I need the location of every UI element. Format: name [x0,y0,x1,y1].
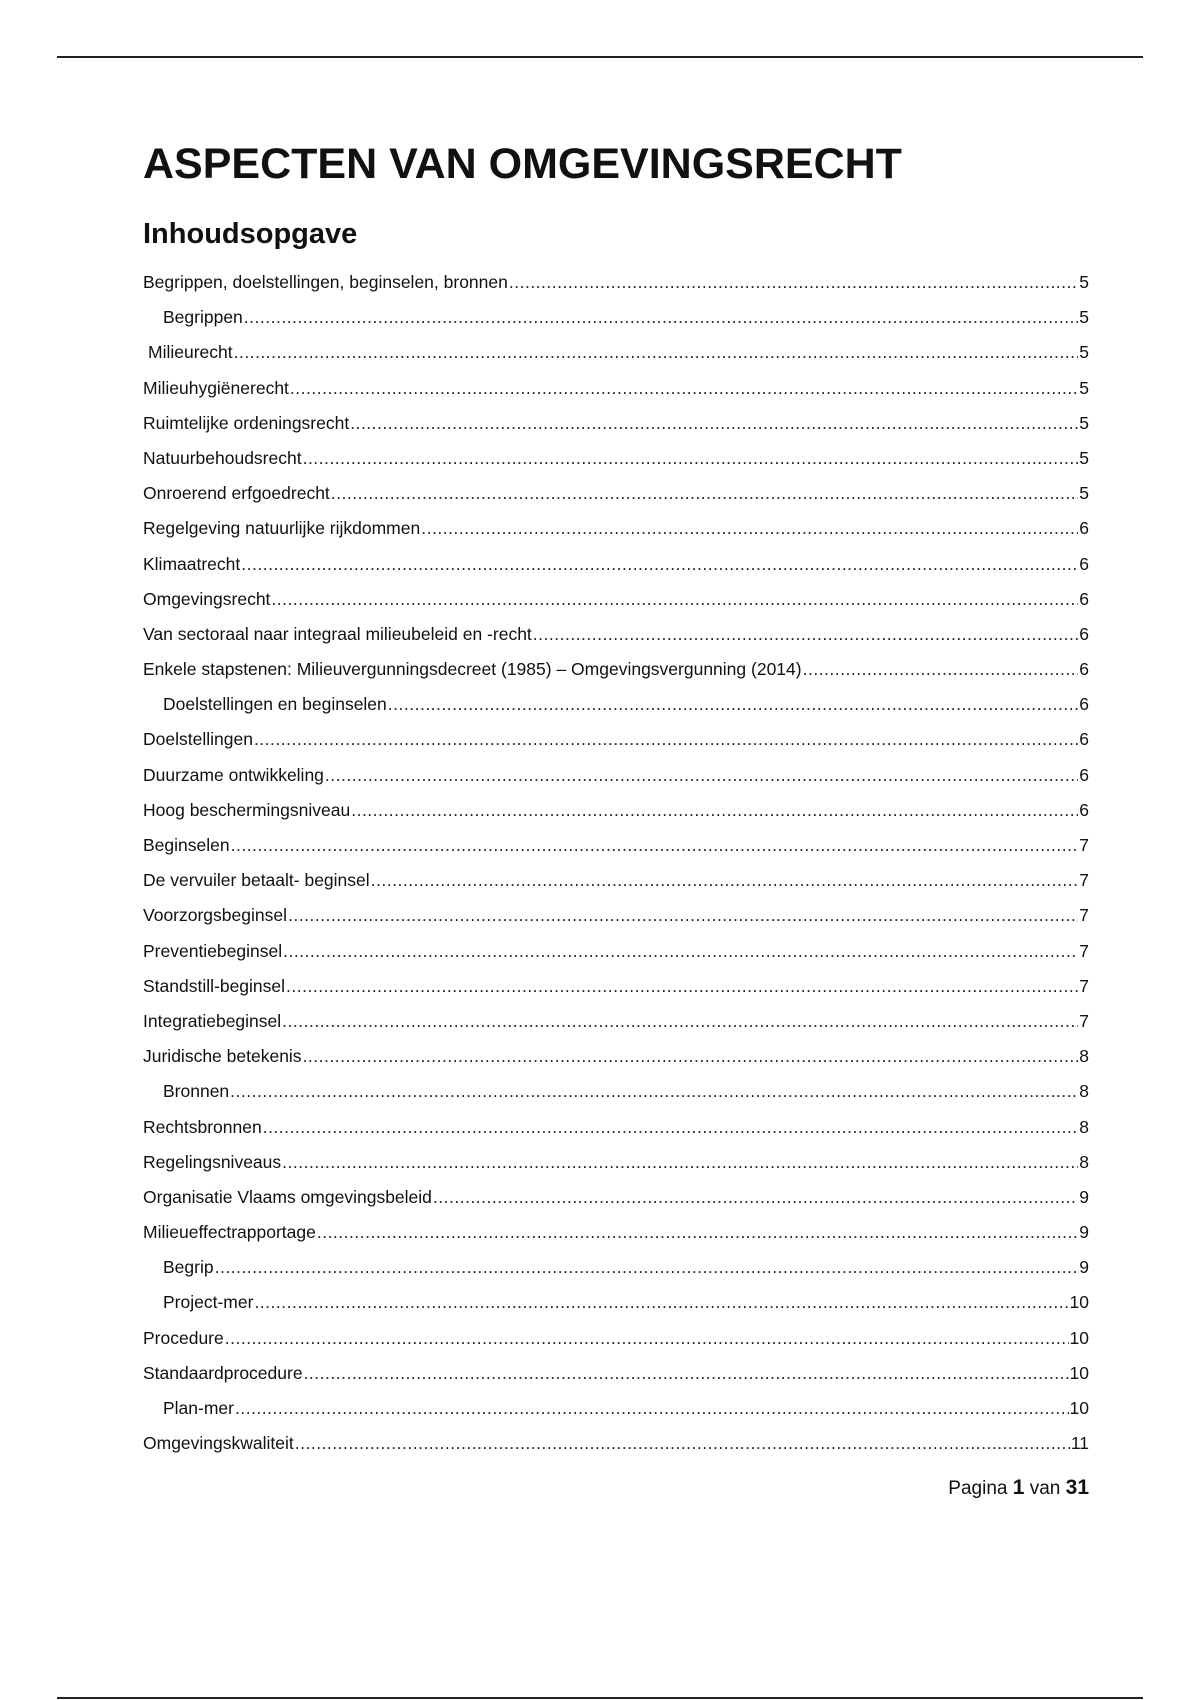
toc-entry-label: Juridische betekenis [143,1046,302,1067]
toc-dot-leader [325,758,1078,793]
toc-entry-label: Klimaatrecht [143,553,241,574]
toc-entry-label: Regelingsniveaus [143,1151,282,1172]
toc-entry-page: 6 [1079,623,1089,644]
toc-dot-leader [803,652,1079,687]
toc-entry-page: 10 [1069,1292,1089,1313]
toc-entry-page: 7 [1079,940,1089,961]
toc-dot-leader [282,1004,1078,1039]
toc-entry[interactable] [143,300,1089,335]
toc-dot-leader [317,1215,1078,1250]
toc-entry-label: Voorzorgsbeginsel [143,905,287,926]
toc-dot-leader [271,582,1078,617]
toc-dot-leader [331,476,1078,511]
toc-entry[interactable] [143,1426,1089,1461]
toc-entry-label: Plan-mer [163,1398,234,1418]
footer-total-pages: 31 [1065,1476,1089,1499]
toc-entry-label: Natuurbehoudsrecht [143,447,302,468]
toc-entry-page: 7 [1079,905,1089,926]
toc-dot-leader [303,1039,1079,1074]
toc-heading: Inhoudsopgave [143,218,358,250]
toc-dot-leader [244,300,1078,335]
toc-dot-leader [433,1180,1078,1215]
toc-entry-label: Beginselen [143,835,230,855]
toc-entry[interactable] [143,863,1089,898]
toc-entry[interactable] [143,934,1089,969]
toc-dot-leader [215,1250,1079,1285]
toc-entry-page: 6 [1079,553,1089,574]
toc-dot-leader [241,547,1078,582]
toc-entry-page: 5 [1079,272,1089,292]
toc-entry[interactable] [143,898,1089,933]
toc-entry-page: 5 [1079,412,1089,433]
toc-entry-label: Milieurecht [148,342,233,363]
footer-rule [57,1697,1143,1699]
toc-entry-page: 6 [1079,799,1089,820]
toc-entry-page: 5 [1079,447,1089,468]
toc-dot-leader [509,265,1078,300]
toc-entry-page: 7 [1079,870,1089,891]
toc-entry-label: Project-mer [163,1292,254,1313]
toc-entry-page: 7 [1079,1010,1089,1031]
toc-entry-page: 7 [1079,975,1089,996]
toc-dot-leader [230,1074,1078,1109]
toc-entry-page: 5 [1079,377,1089,398]
toc-entry[interactable] [143,1039,1089,1074]
toc-entry-page: 6 [1079,729,1089,750]
toc-entry-page: 10 [1069,1327,1089,1348]
toc-entry[interactable] [143,617,1089,652]
toc-entry-label: Doelstellingen en beginselen [163,694,387,715]
toc-entry-page: 6 [1079,659,1089,680]
toc-entry-label: Hoog beschermingsniveau [143,799,351,820]
toc-entry-label: Integratiebeginsel [143,1010,282,1031]
toc-entry[interactable] [143,547,1089,582]
toc-entry-label: Standaardprocedure [143,1362,303,1383]
footer-page-middle: van [1029,1478,1061,1499]
toc-dot-leader [350,406,1078,441]
toc-entry[interactable] [143,441,1089,476]
footer-page-prefix: Pagina [948,1478,1008,1499]
toc-entry-page: 5 [1079,483,1089,504]
toc-entry-label: Bronnen [163,1081,230,1102]
toc-entry[interactable] [143,969,1089,1004]
toc-entry-label: Van sectoraal naar integraal milieubeleid en -recht [143,623,532,644]
toc-entry[interactable] [143,371,1089,406]
toc-entry[interactable] [143,793,1089,828]
toc-dot-leader [282,1145,1078,1180]
toc-dot-leader [231,828,1079,863]
toc-entry[interactable] [143,1391,1089,1426]
toc-entry-page: 6 [1079,588,1089,609]
toc-dot-leader [254,722,1078,757]
toc-dot-leader [288,898,1078,933]
toc-entry-page: 8 [1079,1151,1089,1172]
toc-entry[interactable] [143,652,1089,687]
toc-entry-page: 7 [1079,835,1089,855]
toc-dot-leader [290,371,1078,406]
toc-entry[interactable] [143,335,1089,370]
toc-entry[interactable] [143,1285,1089,1320]
toc-entry[interactable] [143,582,1089,617]
toc-dot-leader [304,1356,1069,1391]
toc-dot-leader [388,687,1078,722]
toc-entry[interactable] [143,476,1089,511]
toc-entry-label: Regelgeving natuurlijke rijkdommen [143,518,421,539]
toc-entry[interactable] [143,1145,1089,1180]
toc-entry-page: 5 [1079,307,1089,328]
toc-dot-leader [351,793,1078,828]
toc-entry-label: Standstill-beginsel [143,975,286,996]
toc-entry-label: Milieuhygiënerecht [143,377,289,398]
page-footer [948,1476,1089,1500]
footer-current-page: 1 [1012,1476,1025,1499]
toc-entry[interactable] [143,1180,1089,1215]
toc-entry-label: Preventiebeginsel [143,940,283,961]
toc-entry-page: 8 [1079,1116,1089,1137]
toc-dot-leader [371,863,1079,898]
toc-entry-label: Organisatie Vlaams omgevingsbeleid [143,1186,432,1207]
toc-entry[interactable] [143,1356,1089,1391]
toc-entry[interactable] [143,265,1089,300]
toc-dot-leader [533,617,1078,652]
toc-entry-label: Ruimtelijke ordeningsrecht [143,412,350,433]
toc-entry-label: Procedure [143,1327,224,1348]
toc-entry-label: Begrip [163,1257,214,1278]
toc-entry-label: Begrippen [163,307,243,328]
toc-entry[interactable] [143,1110,1089,1145]
toc-entry[interactable] [143,722,1089,757]
toc-dot-leader [295,1426,1070,1461]
toc-entry-label: Omgevingsrecht [143,588,271,609]
toc-entry-page: 9 [1079,1186,1089,1207]
header-rule [57,56,1143,58]
toc-entry-page: 6 [1079,694,1089,715]
toc-entry-page: 6 [1079,764,1089,785]
toc-entry-label: Milieueffectrapportage [143,1222,316,1243]
table-of-contents [143,265,1089,1461]
toc-entry-label: Duurzame ontwikkeling [143,764,324,785]
toc-entry-label: Omgevingskwaliteit [143,1433,294,1454]
toc-dot-leader [263,1110,1079,1145]
toc-dot-leader [283,934,1078,969]
toc-entry-label: Enkele stapstenen: Milieuvergunningsdecreet (1985) – Omgevingsvergunning (2014) [143,659,802,680]
toc-dot-leader [303,441,1079,476]
toc-dot-leader [421,511,1078,546]
toc-entry-page: 11 [1070,1433,1089,1454]
toc-entry-page: 9 [1079,1222,1089,1243]
toc-entry-page: 10 [1069,1362,1089,1383]
toc-dot-leader [286,969,1078,1004]
toc-entry[interactable] [143,406,1089,441]
toc-entry-page: 8 [1079,1046,1089,1067]
document-title: ASPECTEN VAN OMGEVINGSRECHT [143,140,902,188]
toc-entry[interactable] [143,511,1089,546]
toc-entry[interactable] [143,1250,1089,1285]
toc-entry-label: Rechtsbronnen [143,1116,262,1137]
toc-entry-page: 9 [1079,1257,1089,1278]
toc-entry[interactable] [143,1215,1089,1250]
toc-entry[interactable] [143,1004,1089,1039]
toc-dot-leader [234,335,1079,370]
toc-entry[interactable] [143,758,1089,793]
toc-entry-page: 5 [1079,342,1089,363]
toc-entry[interactable] [143,1321,1089,1356]
toc-entry-label: Doelstellingen [143,729,253,750]
toc-dot-leader [235,1391,1069,1426]
toc-entry[interactable] [143,687,1089,722]
toc-entry[interactable] [143,828,1089,863]
toc-entry[interactable] [143,1074,1089,1109]
toc-entry-page: 6 [1079,518,1089,539]
toc-dot-leader [225,1321,1069,1356]
toc-entry-page: 8 [1079,1081,1089,1102]
toc-dot-leader [254,1285,1068,1320]
toc-entry-label: Onroerend erfgoedrecht [143,483,330,504]
toc-entry-page: 10 [1069,1398,1089,1418]
toc-entry-label: De vervuiler betaalt- beginsel [143,870,370,891]
toc-entry-label: Begrippen, doelstellingen, beginselen, bronnen [143,272,508,292]
